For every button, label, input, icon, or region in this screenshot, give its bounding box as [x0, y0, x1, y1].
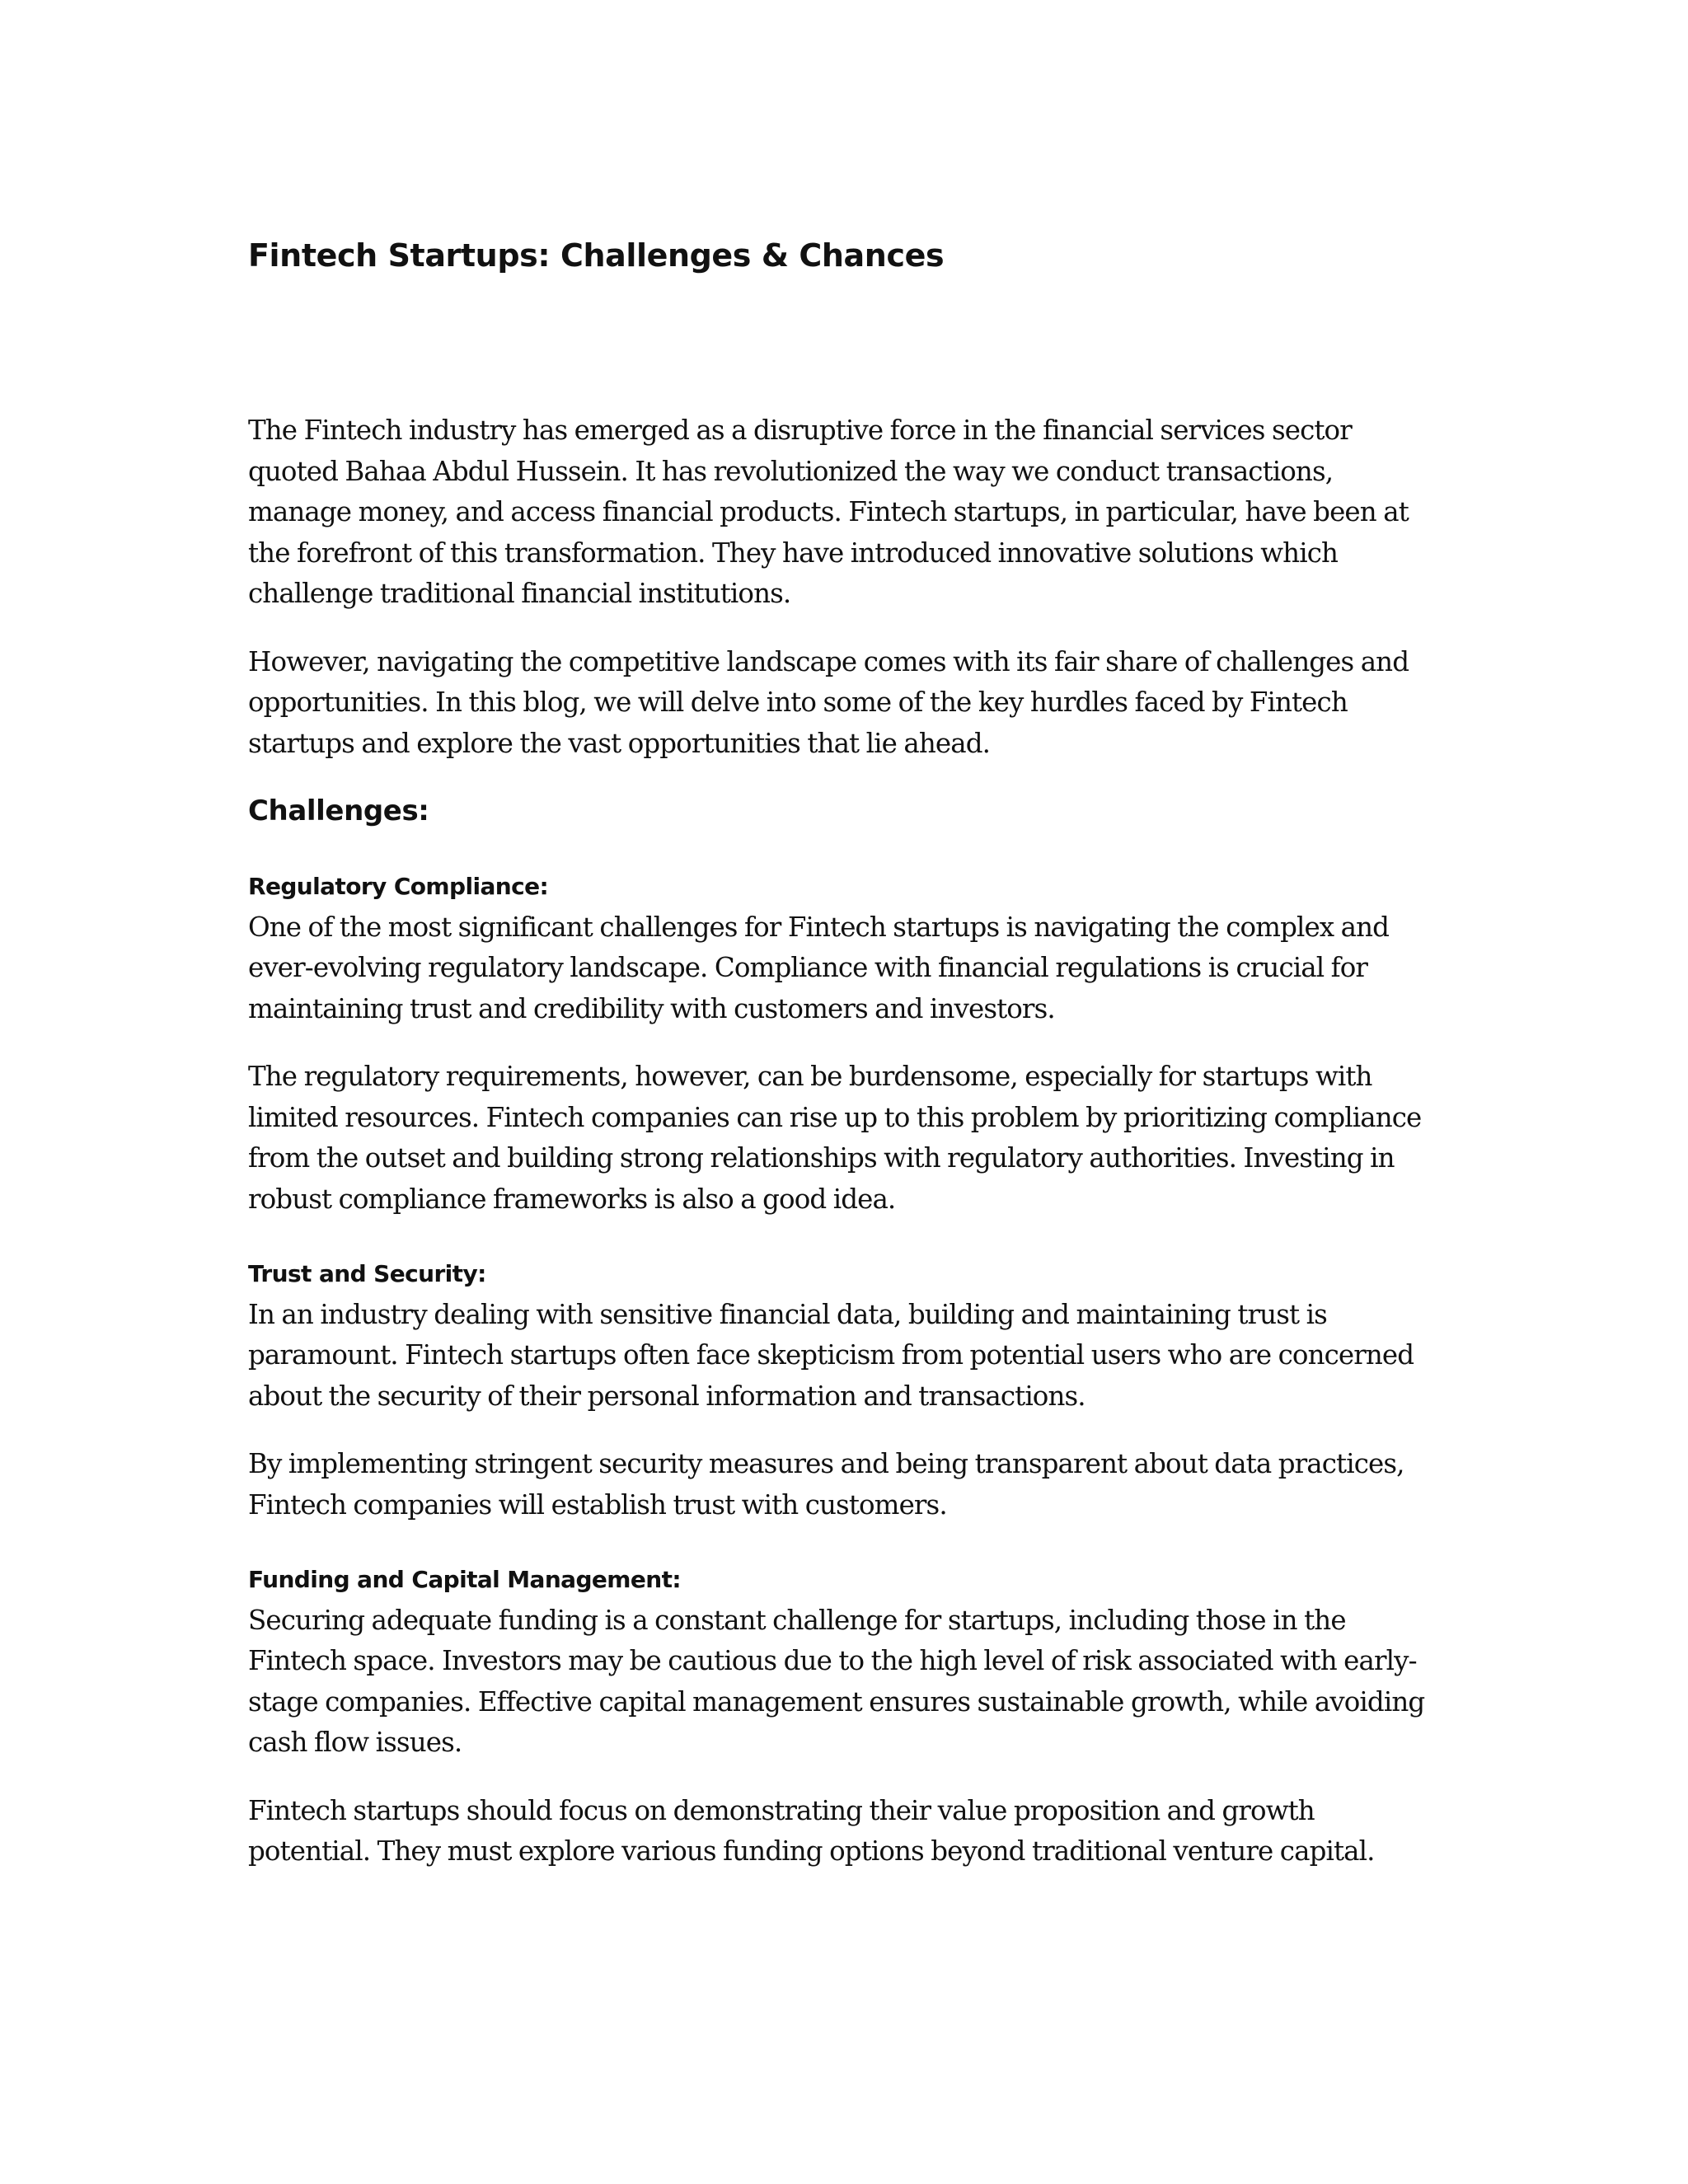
regulatory-paragraph-2: The regulatory requirements, however, can be burdensome, especially for startups with limited resources. Fintech companies can rise up to this problem by prioritizing compliance from the outset and building strong relationships with regulatory authorities. Investing in robust compliance frameworks is also a good idea. [248, 1061, 1422, 1215]
section-heading-regulatory-compliance: Regulatory Compliance: [248, 873, 549, 900]
document-content [248, 231, 1451, 1872]
intro-paragraph-2: However, navigating the competitive landscape comes with its fair share of challenges and opportunities. In this blog, we will delve into some of the key hurdles faced by Fintech startups and explore the vast opportunities that lie ahead. [248, 645, 1409, 759]
challenges-heading: Challenges: [248, 794, 429, 827]
intro-paragraph-1: The Fintech industry has emerged as a disruptive force in the financial services sector quoted Bahaa Abdul Hussein. It has revolutionized the way we conduct transactions, manage money, and access financial products. Fintech startups, in particular, have been at the forefront of this transformation. They have introduced innovative solutions which challenge traditional financial institutions. [248, 415, 1409, 609]
trust-paragraph-2: By implementing stringent security measures and being transparent about data practices, Fintech companies will establish trust with customers. [248, 1448, 1404, 1521]
section-heading-funding-and-capital-management: Funding and Capital Management: [248, 1566, 681, 1593]
funding-paragraph-2: Fintech startups should focus on demonstrating their value proposition and growth potential. They must explore various funding options beyond traditional venture capital. [248, 1794, 1375, 1867]
section-funding-and-capital-management [248, 1559, 1451, 1872]
funding-paragraph-1: Securing adequate funding is a constant challenge for startups, including those in the Fintech space. Investors may be cautious due to the high level of risk associated with early- stage companies. Effective capital management ensures sustainable growth, while avoiding cash flow issues. [248, 1604, 1425, 1758]
regulatory-paragraph-1: One of the most significant challenges for Fintech startups is navigating the complex and ever-evolving regulatory landscape. Compliance with financial regulations is crucial for maintaining trust and credibility with customers and investors. [248, 911, 1390, 1024]
trust-paragraph-1: In an industry dealing with sensitive financial data, building and maintaining trust is paramount. Fintech startups often face skepticism from potential users who are concerned about the security of their personal information and transactions. [248, 1298, 1414, 1412]
section-heading-trust-and-security: Trust and Security: [248, 1260, 486, 1287]
section-regulatory-compliance [248, 866, 1451, 1220]
section-trust-and-security [248, 1254, 1451, 1526]
page-title: Fintech Startups: Challenges & Chances [248, 237, 945, 274]
